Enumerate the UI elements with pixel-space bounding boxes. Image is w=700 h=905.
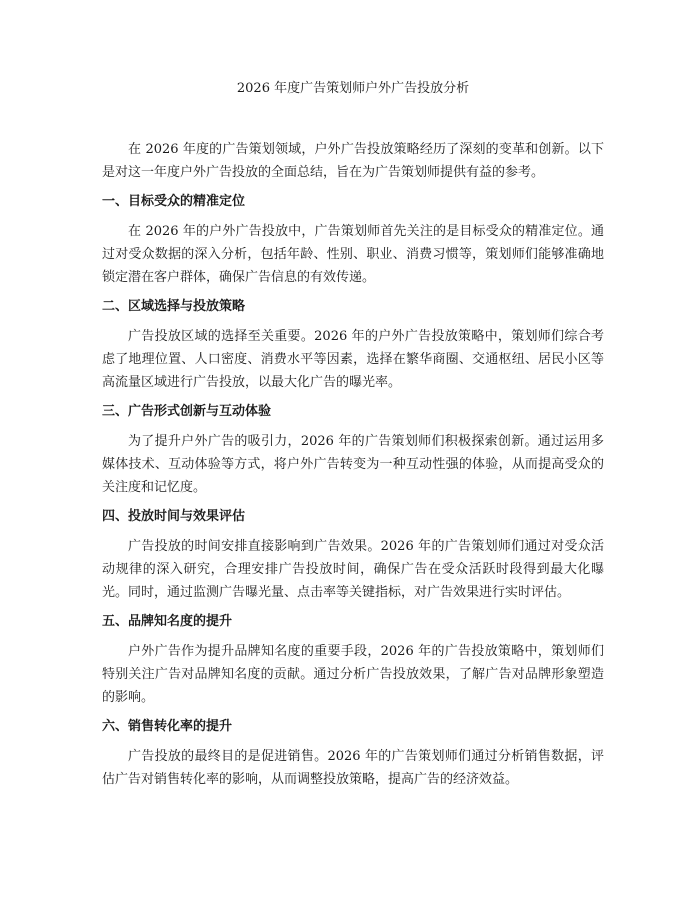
section-heading: 五、品牌知名度的提升 bbox=[102, 614, 233, 629]
section-heading: 三、广告形式创新与互动体验 bbox=[102, 404, 272, 419]
section-heading: 二、区域选择与投放策略 bbox=[102, 299, 246, 314]
document-title: 2026 年度广告策划师户外广告投放分析 bbox=[236, 81, 470, 96]
section-body: 户外广告作为提升品牌知名度的重要手段，2026 年的广告投放策略中，策划师们特别关注广告对品牌知名度的贡献。通过分析广告投放效果，了解广告对品牌形象塑造的影响。 bbox=[102, 644, 604, 705]
section-heading: 六、销售转化率的提升 bbox=[102, 719, 233, 734]
section-heading: 四、投放时间与效果评估 bbox=[102, 509, 246, 524]
section-body: 广告投放区域的选择至关重要。2026 年的户外广告投放策略中，策划师们综合考虑了地理位置、人口密度、消费水平等因素，选择在繁华商圈、交通枢纽、居民小区等高流量区域进行广告投放，以最大化广告的曝光率。 bbox=[102, 329, 604, 390]
section-body: 广告投放的最终目的是促进销售。2026 年的广告策划师们通过分析销售数据，评估广告对销售转化率的影响，从而调整投放策略，提高广告的经济效益。 bbox=[102, 749, 604, 787]
section-timing-evaluation bbox=[102, 507, 604, 604]
section-body: 广告投放的时间安排直接影响到广告效果。2026 年的广告策划师们通过对受众活动规律的深入研究，合理安排广告投放时间，确保广告在受众活跃时段得到最大化曝光。同时，通过监测广告曝光量、点击率等关键指标，对广告效果进行实时评估。 bbox=[102, 539, 604, 600]
section-body: 在 2026 年的户外广告投放中，广告策划师首先关注的是目标受众的精准定位。通过对受众数据的深入分析，包括年龄、性别、职业、消费习惯等，策划师们能够准确地锁定潜在客户群体，确保广告信息的有效传递。 bbox=[102, 224, 604, 285]
section-brand-awareness bbox=[102, 612, 604, 709]
section-format-innovation bbox=[102, 402, 604, 499]
section-region-strategy bbox=[102, 297, 604, 394]
section-heading: 一、目标受众的精准定位 bbox=[102, 194, 246, 209]
section-body: 为了提升户外广告的吸引力，2026 年的广告策划师们积极探索创新。通过运用多媒体技术、互动体验等方式，将户外广告转变为一种互动性强的体验，从而提高受众的关注度和记忆度。 bbox=[102, 434, 604, 495]
section-target-audience bbox=[102, 192, 604, 289]
section-sales-conversion bbox=[102, 717, 604, 791]
intro-paragraph: 在 2026 年度的广告策划领域，户外广告投放策略经历了深刻的变革和创新。以下是对这一年度户外广告投放的全面总结，旨在为广告策划师提供有益的参考。 bbox=[102, 142, 604, 180]
